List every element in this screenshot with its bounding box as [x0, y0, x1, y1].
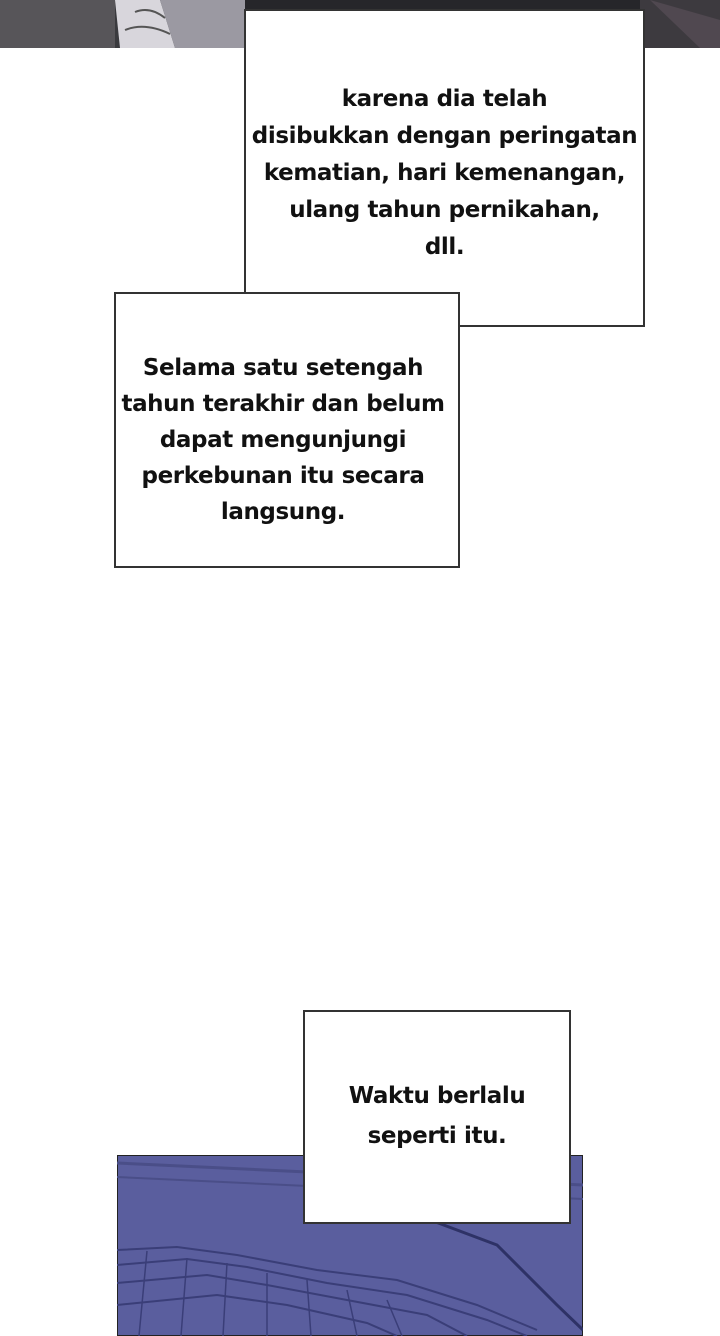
- caption-box-3: [303, 1010, 571, 1224]
- caption-box-1: [244, 9, 645, 327]
- caption-line: tahun terakhir dan belum: [121, 391, 445, 417]
- caption-box-joint: [246, 294, 458, 329]
- caption-line: karena dia telah: [341, 86, 548, 112]
- caption-box-2: [114, 292, 460, 568]
- caption-line: dapat mengunjungi: [159, 427, 407, 453]
- caption-line: perkebunan itu secara: [141, 463, 425, 489]
- caption-line: langsung.: [220, 499, 346, 525]
- caption-line: ulang tahun pernikahan,: [289, 197, 600, 223]
- caption-line: Selama satu setengah: [142, 355, 424, 381]
- caption-line: disibukkan dengan peringatan: [251, 123, 638, 149]
- caption-line: kematian, hari kemenangan,: [263, 160, 626, 186]
- caption-line: seperti itu.: [367, 1123, 507, 1149]
- caption-line: Waktu berlalu: [348, 1083, 526, 1109]
- caption-line: dll.: [424, 234, 465, 260]
